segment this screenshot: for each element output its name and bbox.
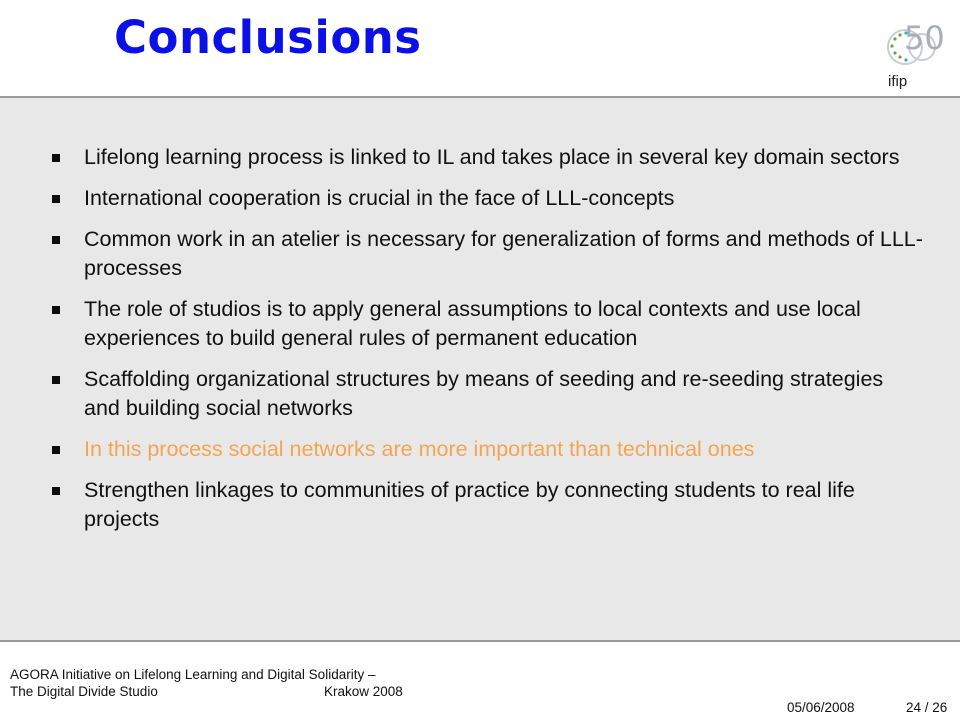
footer-studio: The Digital Divide Studio [10,684,158,699]
bullet-item [48,295,928,353]
bullet-item [48,184,928,213]
bullet-text: The role of studios is to apply general assumptions to local contexts and use local experiences to build general rules of permanent education [84,297,861,350]
ifip-50-logo [880,18,944,94]
bullet-text: Scaffolding organizational structures by means of seeding and re-seeding strategies and building social networks [84,367,884,420]
logo-label: ifip [888,73,908,90]
bullet-text: In this process social networks are more important than technical ones [84,437,755,461]
square-bullet-icon [52,376,60,384]
bullet-item [48,143,928,172]
footer-event-info [10,666,403,700]
square-bullet-icon [52,306,60,314]
footer-initiative: AGORA Initiative on Lifelong Learning and Digital Solidarity – [10,667,376,682]
bullet-text: Strengthen linkages to communities of practice by connecting students to real life projects [84,478,855,531]
footer-date: 05/06/2008 [787,700,855,715]
square-bullet-icon [52,154,60,162]
page-number: 24 / 26 [906,700,948,715]
bullet-item [48,225,928,283]
square-bullet-icon [52,487,60,495]
bullet-item [48,476,928,534]
square-bullet-icon [52,195,60,203]
slide-title: Conclusions [114,11,422,64]
bullet-item [48,365,928,423]
square-bullet-icon [52,446,60,454]
footer-row [10,683,403,700]
bullet-text: International cooperation is crucial in the face of LLL-concepts [84,186,675,210]
bullet-item-highlighted [48,435,928,464]
bullet-text: Common work in an atelier is necessary for generalization of forms and methods of LLL-processes [84,227,923,280]
logo-number: 50 [904,19,944,57]
footer-divider [0,640,960,642]
square-bullet-icon [52,236,60,244]
bullet-list [48,143,928,546]
bullet-text: Lifelong learning process is linked to IL and takes place in several key domain sectors [84,145,900,169]
footer-location: Krakow 2008 [324,684,403,699]
